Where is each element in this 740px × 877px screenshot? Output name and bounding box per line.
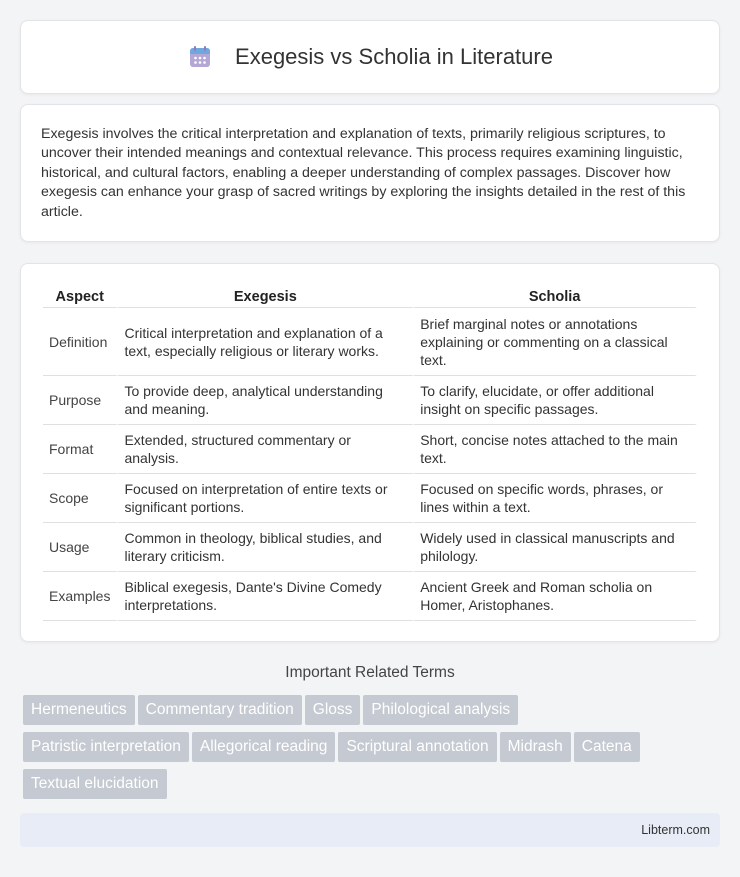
page-title: Exegesis vs Scholia in Literature — [235, 44, 553, 69]
comparison-table — [43, 286, 697, 621]
table-row — [43, 572, 697, 621]
table-cell-exegesis: Common in theology, biblical studies, and literary criticism. — [118, 523, 414, 572]
table-cell-exegesis: Critical interpretation and explanation of a text, especially religious or literary works. — [118, 308, 414, 376]
table-cell-scholia: Brief marginal notes or annotations explaining or commenting on a classical text. — [414, 308, 697, 376]
term-tag[interactable]: Commentary tradition — [138, 695, 302, 725]
table-cell-scholia: Focused on specific words, phrases, or lines within a text. — [414, 474, 697, 523]
term-tag[interactable]: Patristic interpretation — [23, 732, 189, 762]
table-cell-aspect: Format — [43, 425, 118, 474]
related-terms-list — [23, 695, 713, 806]
header-exegesis: Exegesis — [118, 286, 414, 308]
table-cell-scholia: Widely used in classical manuscripts and philology. — [414, 523, 697, 572]
term-tag[interactable]: Hermeneutics — [23, 695, 135, 725]
table-row — [43, 474, 697, 523]
header-scholia: Scholia — [414, 286, 697, 308]
table-header-row — [43, 286, 697, 308]
table-cell-aspect: Purpose — [43, 376, 118, 425]
header-aspect: Aspect — [43, 286, 118, 308]
table-cell-aspect: Usage — [43, 523, 118, 572]
term-tag[interactable]: Allegorical reading — [192, 732, 336, 762]
table-row — [43, 523, 697, 572]
footer — [20, 813, 720, 847]
table-cell-scholia: To clarify, elucidate, or offer additional insight on specific passages. — [414, 376, 697, 425]
table-row — [43, 425, 697, 474]
table-cell-exegesis: Focused on interpretation of entire texts or significant portions. — [118, 474, 414, 523]
term-tag[interactable]: Gloss — [305, 695, 361, 725]
table-cell-aspect: Examples — [43, 572, 118, 621]
comparison-table-card — [20, 263, 720, 642]
table-cell-scholia: Ancient Greek and Roman scholia on Homer, Aristophanes. — [414, 572, 697, 621]
table-cell-scholia: Short, concise notes attached to the main text. — [414, 425, 697, 474]
table-cell-exegesis: Biblical exegesis, Dante's Divine Comedy interpretations. — [118, 572, 414, 621]
table-cell-aspect: Definition — [43, 308, 118, 376]
term-tag[interactable]: Catena — [574, 732, 640, 762]
related-terms-title: Important Related Terms — [285, 664, 455, 681]
term-tag[interactable]: Philological analysis — [363, 695, 518, 725]
term-tag[interactable]: Scriptural annotation — [338, 732, 496, 762]
table-row — [43, 376, 697, 425]
table-cell-exegesis: Extended, structured commentary or analysis. — [118, 425, 414, 474]
intro-text: Exegesis involves the critical interpretation and explanation of texts, primarily religious scriptures, to uncover their intended meanings and contextual relevance. This process requires examining linguistic, historical, and cultural factors, enabling a deeper understanding of complex passages. Discover how exegesis can enhance your grasp of sacred writings by exploring the insights detailed in the rest of this article. — [41, 126, 686, 220]
intro-card — [20, 104, 720, 242]
footer-link[interactable]: Libterm.com — [641, 823, 710, 837]
table-cell-exegesis: To provide deep, analytical understanding and meaning. — [118, 376, 414, 425]
header-card — [20, 20, 720, 94]
table-row — [43, 308, 697, 376]
term-tag[interactable]: Midrash — [500, 732, 571, 762]
table-cell-aspect: Scope — [43, 474, 118, 523]
calendar-icon — [187, 44, 213, 70]
term-tag[interactable]: Textual elucidation — [23, 769, 167, 799]
